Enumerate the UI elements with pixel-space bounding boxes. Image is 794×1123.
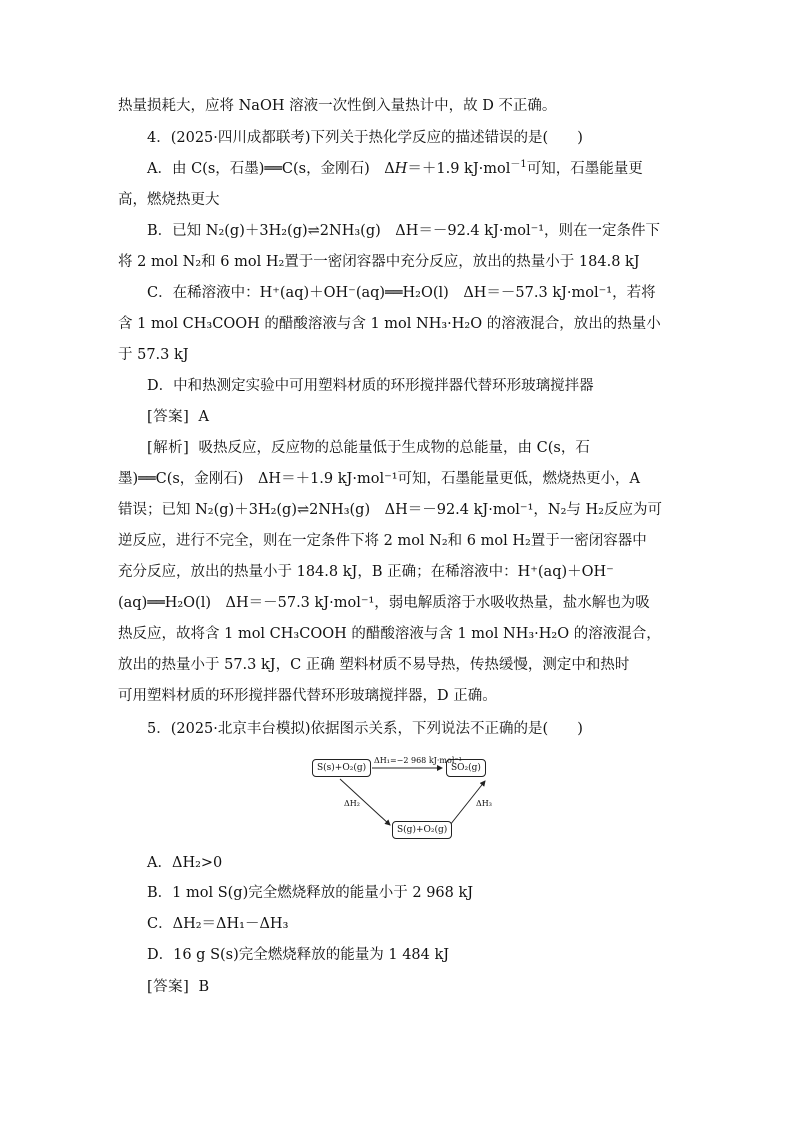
q4-answer-label: [答案] xyxy=(147,409,190,425)
q4-answer-value: A xyxy=(198,409,210,425)
q5-option-a: A．ΔH₂>0 xyxy=(147,855,223,871)
label-dh2: ΔH₂ xyxy=(344,799,360,808)
q4-a-end: 可知，石墨能量更 xyxy=(526,161,643,177)
q4-a-h: H xyxy=(394,161,408,177)
q4-a-pre: A．由 C(s，石墨)══C(s，金刚石) Δ xyxy=(147,161,395,177)
q4-option-a-line2: 高，燃烧热更大 xyxy=(118,192,220,208)
q4-analysis-line: (aq)══H₂O(l) ΔH＝－57.3 kJ·mol⁻¹，弱电解质溶于水吸收热量，盐水解也为吸 xyxy=(118,595,650,611)
q4-analysis-label: [解析] xyxy=(147,440,190,456)
box-so2: SO₂(g) xyxy=(446,759,486,777)
q4-option-c-line1: C．在稀溶液中：H⁺(aq)＋OH⁻(aq)══H₂O(l) ΔH＝－57.3 kJ·mol⁻¹，若将 xyxy=(147,285,656,301)
q4-option-a-line1 xyxy=(147,159,643,179)
q4-stem: 4．(2025·四川成都联考)下列关于热化学反应的描述错误的是( ) xyxy=(147,130,583,146)
q4-analysis-line: 热反应，故将含 1 mol CH₃COOH 的醋酸溶液与含 1 mol NH₃·H₂O 的溶液混合， xyxy=(118,626,661,642)
q4-option-c-line2: 含 1 mol CH₃COOH 的醋酸溶液与含 1 mol NH₃·H₂O 的溶液混合，放出的热量小 xyxy=(118,316,661,332)
q4-analysis-line: 可用塑料材质的环形搅拌器代替环形玻璃搅拌器，D 正确。 xyxy=(118,688,497,704)
box-s-gas-o2: S(g)+O₂(g) xyxy=(392,821,452,839)
q4-analysis-line: 放出的热量小于 57.3 kJ，C 正确 塑料材质不易导热，传热缓慢，测定中和热时 xyxy=(118,657,630,673)
q4-analysis-line: 错误；已知 N₂(g)＋3H₂(g)⇌2NH₃(g) ΔH＝－92.4 kJ·mol⁻¹，N₂与 H₂反应为可 xyxy=(118,502,662,518)
q5-answer-label: [答案] xyxy=(147,979,190,995)
q4-a-post: ＝＋1.9 kJ·mol xyxy=(407,161,511,177)
label-dh3: ΔH₃ xyxy=(476,799,492,808)
box-s-solid-o2: S(s)+O₂(g) xyxy=(312,759,371,777)
q5-option-b: B．1 mol S(g)完全燃烧释放的能量小于 2 968 kJ xyxy=(147,885,474,901)
q4-option-b-line2: 将 2 mol N₂和 6 mol H₂置于一密闭容器中充分反应，放出的热量小于 184.8 kJ xyxy=(118,254,640,270)
q4-answer xyxy=(147,407,209,427)
label-dh1: ΔH₁=−2 968 kJ·mol⁻¹ xyxy=(374,756,462,765)
q4-option-b-line1: B．已知 N₂(g)＋3H₂(g)⇌2NH₃(g) ΔH＝－92.4 kJ·mol⁻¹，则在一定条件下 xyxy=(147,223,661,239)
q4-option-d: D．中和热测定实验中可用塑料材质的环形搅拌器代替环形玻璃搅拌器 xyxy=(147,378,594,394)
q5-option-c: C．ΔH₂＝ΔH₁－ΔH₃ xyxy=(147,916,289,932)
q5-answer-value: B xyxy=(198,979,210,995)
q4-analysis-line1 xyxy=(147,438,590,458)
q4-a-sup: －1 xyxy=(510,159,527,171)
q5-option-d: D．16 g S(s)完全燃烧释放的能量为 1 484 kJ xyxy=(147,947,450,963)
q4-option-c-line3: 于 57.3 kJ xyxy=(118,347,189,363)
intro-tail-text: 热量损耗大，应将 NaOH 溶液一次性倒入量热计中，故 D 不正确。 xyxy=(118,98,557,114)
q4-analysis-line: 充分反应，放出的热量小于 184.8 kJ，B 正确；在稀溶液中：H⁺(aq)＋OH⁻ xyxy=(118,564,614,580)
energy-cycle-diagram xyxy=(310,755,520,845)
q5-stem: 5．(2025·北京丰台模拟)依据图示关系，下列说法不正确的是( ) xyxy=(147,721,583,737)
q4-analysis-text-0: 吸热反应，反应物的总能量低于生成物的总能量，由 C(s，石 xyxy=(198,440,590,456)
q4-analysis-line: 墨)══C(s，金刚石) ΔH＝＋1.9 kJ·mol⁻¹可知，石墨能量更低，燃烧热更小，A xyxy=(118,471,641,487)
q5-answer xyxy=(147,977,209,997)
q4-analysis-line: 逆反应，进行不完全，则在一定条件下将 2 mol N₂和 6 mol H₂置于一密闭容器中 xyxy=(118,533,647,549)
